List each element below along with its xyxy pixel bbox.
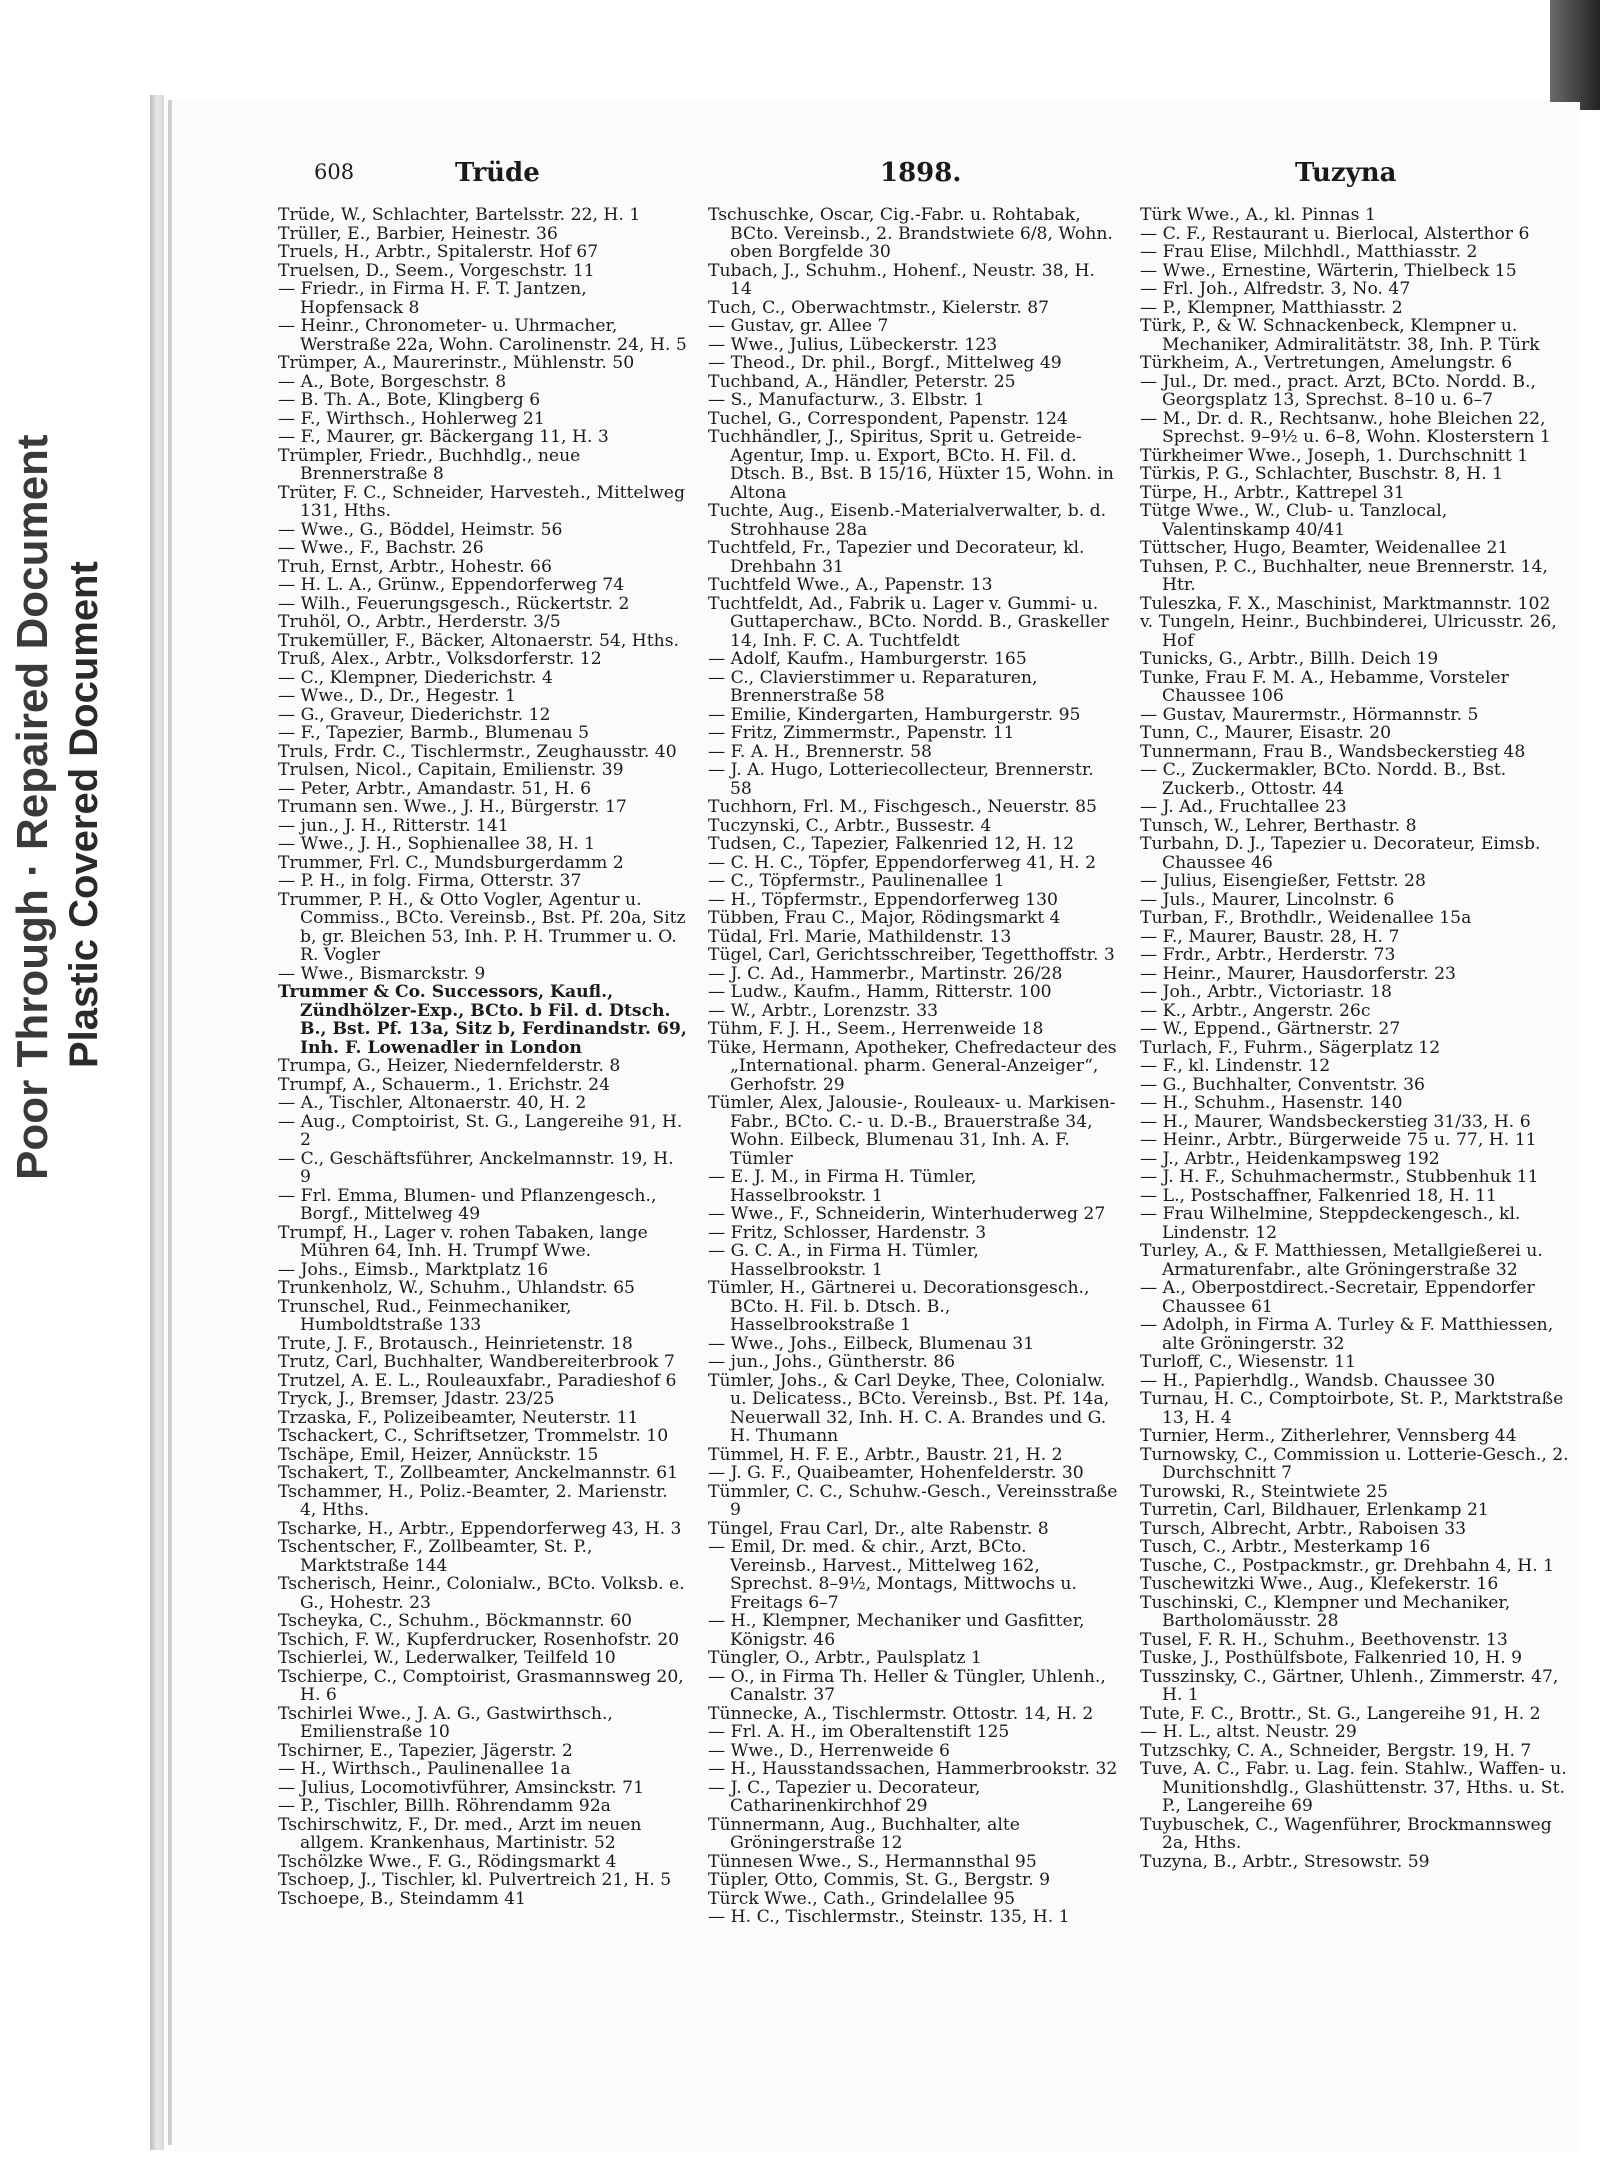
directory-entry: — S., Manufacturw., 3. Elbstr. 1	[708, 390, 985, 410]
directory-entry: Tügel, Carl, Gerichtsschreiber, Tegetthoffstr. 3	[708, 945, 1115, 965]
directory-entry: — F., kl. Lindenstr. 12	[1140, 1056, 1331, 1076]
directory-entry: Trumpf, A., Schauerm., 1. Erichstr. 24	[278, 1074, 611, 1095]
directory-entry: — J. C. Ad., Hammerbr., Martinstr. 26/28	[708, 963, 1063, 984]
directory-entry: — F., Maurer, Baustr. 28, H. 7	[1140, 926, 1400, 947]
directory-entry: — W., Arbtr., Lorenzstr. 33	[708, 1000, 939, 1021]
directory-entry: Tuczynski, C., Arbtr., Bussestr. 4	[708, 815, 992, 836]
directory-entry: Trüller, E., Barbier, Heinestr. 36	[278, 223, 558, 244]
directory-entry: — Fritz, Schlosser, Hardenstr. 3	[708, 1222, 987, 1243]
directory-entry: Tuleszka, F. X., Maschinist, Marktmannstr. 102	[1140, 593, 1551, 614]
directory-column-1	[278, 206, 688, 1908]
directory-entry: Trumpa, G., Heizer, Niedernfelderstr. 8	[278, 1056, 621, 1076]
directory-entry: — H., Töpfermstr., Eppendorferweg 130	[708, 889, 1058, 910]
scan-page-edge	[168, 100, 172, 2145]
directory-entry: Tüttscher, Hugo, Beamter, Weidenallee 21	[1140, 538, 1509, 558]
directory-entry: — H., Klempner, Mechaniker und Gasfitter, Königstr. 46	[708, 1611, 1085, 1650]
directory-entry: — H. L. A., Grünw., Eppendorferweg 74	[278, 575, 625, 595]
directory-entry: — Frl. Joh., Alfredstr. 3, No. 47	[1140, 279, 1411, 299]
directory-entry: Tschirlei Wwe., J. A. G., Gastwirthsch., Emilienstraße 10	[278, 1703, 613, 1742]
directory-entry: Türkis, P. G., Schlachter, Buschstr. 8, H. 1	[1140, 464, 1504, 484]
plastic-covered-label: Plastic Covered Document	[62, 561, 106, 1068]
directory-entry: — Wwe., Ernestine, Wärterin, Thielbeck 15	[1140, 260, 1517, 281]
directory-entry: Tübben, Frau C., Major, Rödingsmarkt 4	[708, 908, 1061, 928]
directory-entry: — G., Graveur, Diederichstr. 12	[278, 704, 551, 725]
directory-entry: Truls, Frdr. C., Tischlermstr., Zeughausstr. 40	[278, 741, 677, 762]
directory-entry: Tümmler, C. C., Schuhw.-Gesch., Vereinsstraße 9	[708, 1481, 1118, 1520]
directory-entry: Tunnermann, Frau B., Wandsbeckerstieg 48	[1140, 741, 1526, 762]
directory-entry: Tusszinsky, C., Gärtner, Uhlenh., Zimmerstr. 47, H. 1	[1140, 1666, 1559, 1705]
directory-entry: — C. F., Restaurant u. Bierlocal, Alsterthor 6	[1140, 223, 1530, 244]
directory-entry: Tscherisch, Heinr., Colonialw., BCto. Volksb. e. G., Hohestr. 23	[278, 1574, 685, 1613]
directory-entry: — Wwe., D., Dr., Hegestr. 1	[278, 686, 516, 706]
directory-entry: — H. C., Tischlermstr., Steinstr. 135, H. 1	[708, 1907, 1070, 1927]
directory-entry: — P., Tischler, Billh. Röhrendamm 92a	[278, 1796, 611, 1816]
directory-entry: Tuchhändler, J., Spiritus, Sprit u. Getreide-Agentur, Imp. u. Export, BCto. H. Fil. d. Dtsch. B., Bst. B 15/16, Hüxter 15, Wohn. in Altona	[708, 427, 1114, 503]
directory-entry: — A., Bote, Borgeschstr. 8	[278, 371, 507, 392]
directory-entry: Trummer, Frl. C., Mundsburgerdamm 2	[278, 852, 624, 873]
directory-entry: — Adolf, Kaufm., Hamburgerstr. 165	[708, 649, 1027, 669]
directory-entry: — Friedr., in Firma H. F. T. Jantzen, Hopfensack 8	[278, 279, 587, 318]
directory-entry: Trzaska, F., Polizeibeamter, Neuterstr. 11	[278, 1407, 639, 1428]
directory-entry: v. Tungeln, Heinr., Buchbinderei, Ulricusstr. 26, Hof	[1140, 612, 1557, 651]
directory-entry: — Frl. A. H., im Oberaltenstift 125	[708, 1722, 1010, 1742]
directory-entry: — J. G. F., Quaibeamter, Hohenfelderstr. 30	[708, 1463, 1084, 1483]
directory-entry: Tscharke, H., Arbtr., Eppendorferweg 43, H. 3	[278, 1518, 682, 1539]
directory-entry: Tuske, J., Posthülfsbote, Falkenried 10, H. 9	[1140, 1648, 1523, 1668]
directory-entry: — Wwe., Johs., Eilbeck, Blumenau 31	[708, 1333, 1035, 1354]
directory-entry: — P. H., in folg. Firma, Otterstr. 37	[278, 871, 582, 891]
directory-entry: Tschäpe, Emil, Heizer, Annückstr. 15	[278, 1444, 599, 1465]
directory-entry: Tümler, Alex, Jalousie-, Rouleaux- u. Markisen-Fabr., BCto. C.- u. D.-B., Brauerstraße 34, Wohn. Eilbeck, Blumenau 31, Inh. A. F. Tümler	[708, 1093, 1116, 1169]
directory-entry: — B. Th. A., Bote, Klingberg 6	[278, 390, 541, 410]
directory-entry: Tümler, Johs., & Carl Deyke, Thee, Colonialw. u. Delicatess., BCto. Vereinsb., Bst. Pf. 14a, Neuerwall 32, Inh. H. C. A. Brandes und G. H. Thumann	[708, 1370, 1110, 1446]
directory-entry: Turowski, R., Steintwiete 25	[1140, 1481, 1388, 1502]
directory-entry: Turban, F., Brothdlr., Weidenallee 15a	[1140, 908, 1472, 928]
directory-entry: Trummer & Co. Successors, Kaufl., Zündhölzer-Exp., BCto. b Fil. d. Dtsch. B., Bst. Pf. 13a, Sitz b, Ferdinandstr. 69, Inh. F. Lowenadler in London	[278, 982, 687, 1058]
directory-entry: Tüke, Hermann, Apotheker, Chefredacteur des „International. pharm. General-Anzeiger“, Gerhofstr. 29	[708, 1037, 1117, 1095]
directory-entry: — L., Postschaffner, Falkenried 18, H. 11	[1140, 1185, 1497, 1206]
directory-entry: Tschentscher, F., Zollbeamter, St. P., Marktstraße 144	[278, 1537, 593, 1576]
header-year: 1898.	[880, 158, 962, 188]
directory-entry: Tuchtfeldt, Ad., Fabrik u. Lager v. Gummi- u. Guttaperchaw., BCto. Nordd. B., Graskeller 14, Inh. F. C. A. Tuchtfeldt	[708, 593, 1109, 651]
directory-entry: Truß, Alex., Arbtr., Volksdorferstr. 12	[278, 649, 602, 669]
directory-entry: — Fritz, Zimmermstr., Papenstr. 11	[708, 723, 1015, 743]
scan-corner-shadow	[1550, 0, 1600, 110]
directory-entry: — F., Maurer, gr. Bäckergang 11, H. 3	[278, 427, 609, 447]
directory-entry: — Heinr., Arbtr., Bürgerweide 75 u. 77, H. 11	[1140, 1130, 1537, 1150]
directory-entry: — W., Eppend., Gärtnerstr. 27	[1140, 1019, 1401, 1039]
directory-entry: — Gustav, gr. Allee 7	[708, 316, 889, 336]
directory-entry: — Frau Wilhelmine, Steppdeckengesch., kl. Lindenstr. 12	[1140, 1204, 1521, 1243]
directory-entry: Trümper, A., Maurerinstr., Mühlenstr. 50	[278, 353, 635, 373]
directory-entry: Turbahn, D. J., Tapezier u. Decorateur, Eimsb. Chaussee 46	[1140, 834, 1541, 873]
directory-entry: Turloff, C., Wiesenstr. 11	[1140, 1352, 1356, 1372]
directory-entry: Tuchte, Aug., Eisenb.-Materialverwalter, b. d. Strohhause 28a	[708, 501, 1107, 540]
directory-entry: Trutzel, A. E. L., Rouleauxfabr., Paradieshof 6	[278, 1370, 677, 1391]
directory-entry: Turnau, H. C., Comptoirbote, St. P., Marktstraße 13, H. 4	[1140, 1389, 1564, 1428]
directory-entry: Tscheyka, C., Schuhm., Böckmannstr. 60	[278, 1611, 632, 1631]
directory-entry: — Aug., Comptoirist, St. G., Langereihe 91, H. 2	[278, 1111, 683, 1150]
directory-entry: Tudsen, C., Tapezier, Falkenried 12, H. 12	[708, 834, 1075, 854]
directory-entry: — Theod., Dr. phil., Borgf., Mittelweg 49	[708, 353, 1062, 373]
directory-entry: — J. C., Tapezier u. Decorateur, Catharinenkirchhof 29	[708, 1777, 981, 1816]
directory-entry: Tutzschky, C. A., Schneider, Bergstr. 19, H. 7	[1140, 1740, 1532, 1761]
directory-entry: — Ludw., Kaufm., Hamm, Ritterstr. 100	[708, 982, 1052, 1002]
directory-entry: — Wwe., G., Böddel, Heimstr. 56	[278, 519, 563, 540]
directory-entry: — J. Ad., Fruchtallee 23	[1140, 797, 1347, 817]
directory-entry: Tütge Wwe., W., Club- u. Tanzlocal, Valentinskamp 40/41	[1140, 501, 1448, 540]
directory-entry: — Johs., Eimsb., Marktplatz 16	[278, 1259, 549, 1280]
directory-entry: — F., Tapezier, Barmb., Blumenau 5	[278, 723, 590, 743]
directory-column-3	[1140, 206, 1580, 1871]
directory-entry: Tschackert, C., Schriftsetzer, Trommelstr. 10	[278, 1426, 669, 1446]
directory-entry: — C., Clavierstimmer u. Reparaturen, Brennerstraße 58	[708, 667, 1038, 706]
directory-entry: — Wwe., F., Bachstr. 26	[278, 538, 484, 558]
directory-entry: Tuschinski, C., Klempner und Mechaniker, Bartholomäusstr. 28	[1140, 1592, 1511, 1631]
scan-binding-edge	[150, 95, 164, 2150]
directory-entry: Tuchtfeld Wwe., A., Papenstr. 13	[708, 575, 993, 595]
running-header	[0, 160, 1600, 200]
directory-entry: — Peter, Arbtr., Amandastr. 51, H. 6	[278, 778, 592, 799]
directory-entry: — Heinr., Chronometer- u. Uhrmacher, Werstraße 22a, Wohn. Carolinenstr. 24, H. 5	[278, 316, 687, 355]
directory-entry: Tschuschke, Oscar, Cig.-Fabr. u. Rohtabak, BCto. Vereinsb., 2. Brandstwiete 6/8, Wohn. oben Borgfelde 30	[708, 205, 1113, 262]
directory-entry: Turnowsky, C., Commission u. Lotterie-Gesch., 2. Durchschnitt 7	[1140, 1444, 1569, 1483]
directory-entry: Tuchtfeld, Fr., Tapezier und Decorateur, kl. Drehbahn 31	[708, 538, 1085, 577]
directory-entry: Trukemüller, F., Bäcker, Altonaerstr. 54, Hths.	[278, 630, 679, 651]
directory-entry: — J. A. Hugo, Lotteriecollecteur, Brennerstr. 58	[708, 760, 1094, 799]
directory-entry: — Wwe., F., Schneiderin, Winterhuderweg 27	[708, 1204, 1106, 1224]
directory-entry: Turnier, Herm., Zitherlehrer, Vennsberg 44	[1140, 1426, 1517, 1446]
directory-entry: Tüngel, Frau Carl, Dr., alte Rabenstr. 8	[708, 1518, 1049, 1539]
directory-entry: Türkheim, A., Vertretungen, Amelungstr. 6	[1140, 353, 1513, 373]
directory-entry: — C., Klempner, Diederichstr. 4	[278, 667, 553, 688]
directory-entry: Tüdal, Frl. Marie, Mathildenstr. 13	[708, 926, 1012, 947]
directory-entry: — F., Wirthsch., Hohlerweg 21	[278, 408, 545, 429]
directory-entry: Turretin, Carl, Bildhauer, Erlenkamp 21	[1140, 1500, 1489, 1520]
directory-entry: Truelsen, D., Seem., Vorgeschstr. 11	[278, 260, 595, 281]
directory-entry: Truh, Ernst, Arbtr., Hohestr. 66	[278, 556, 552, 577]
directory-entry: Tschoepe, B., Steindamm 41	[278, 1888, 526, 1909]
directory-entry: Tschoep, J., Tischler, kl. Pulvertreich 21, H. 5	[278, 1870, 672, 1890]
directory-entry: — F. A. H., Brennerstr. 58	[708, 741, 932, 762]
directory-entry: — jun., J. H., Ritterstr. 141	[278, 815, 509, 836]
directory-entry: — Julius, Locomotivführer, Amsinckstr. 71	[278, 1777, 645, 1798]
directory-entry: Trumpf, H., Lager v. rohen Tabaken, lange Mühren 64, Inh. H. Trumpf Wwe.	[278, 1222, 648, 1261]
directory-entry: Tusch, C., Arbtr., Mesterkamp 16	[1140, 1537, 1431, 1557]
directory-entry: Tryck, J., Bremser, Jdastr. 23/25	[278, 1389, 555, 1409]
directory-entry: Tursch, Albrecht, Arbtr., Raboisen 33	[1140, 1518, 1467, 1539]
directory-entry: — J. H. F., Schuhmachermstr., Stubbenhuk 11	[1140, 1167, 1539, 1187]
directory-entry: Trumann sen. Wwe., J. H., Bürgerstr. 17	[278, 797, 627, 817]
directory-entry: Tschich, F. W., Kupferdrucker, Rosenhofstr. 20	[278, 1629, 680, 1650]
directory-entry: Tümmel, H. F. E., Arbtr., Baustr. 21, H. 2	[708, 1444, 1063, 1465]
directory-entry: — Julius, Eisengießer, Fettstr. 28	[1140, 871, 1426, 891]
directory-entry: — J., Arbtr., Heidenkampsweg 192	[1140, 1148, 1440, 1169]
directory-entry: — Gustav, Maurermstr., Hörmannstr. 5	[1140, 704, 1479, 725]
directory-entry: Tschölzke Wwe., F. G., Rödingsmarkt 4	[278, 1851, 617, 1872]
directory-entry: — P., Klempner, Matthiasstr. 2	[1140, 297, 1403, 318]
directory-entry: — Wwe., Julius, Lübeckerstr. 123	[708, 334, 998, 355]
directory-entry: Trunkenholz, W., Schuhm., Uhlandstr. 65	[278, 1278, 635, 1298]
directory-entry: Tuch, C., Oberwachtmstr., Kielerstr. 87	[708, 297, 1050, 318]
directory-entry: — G., Buchhalter, Conventstr. 36	[1140, 1074, 1425, 1095]
directory-entry: — Emilie, Kindergarten, Hamburgerstr. 95	[708, 704, 1081, 725]
header-right-word: Tuzyna	[1295, 158, 1397, 188]
directory-entry: — K., Arbtr., Angerstr. 26c	[1140, 1000, 1371, 1021]
directory-entry: Tunicks, G., Arbtr., Billh. Deich 19	[1140, 649, 1439, 669]
directory-entry: — Frl. Emma, Blumen- und Pflanzengesch., Borgf., Mittelweg 49	[278, 1185, 657, 1224]
directory-column-2	[708, 206, 1118, 1927]
directory-entry: — Adolph, in Firma A. Turley & F. Matthiessen, alte Gröningerstr. 32	[1140, 1315, 1554, 1354]
directory-entry: Türkheimer Wwe., Joseph, 1. Durchschnitt 1	[1140, 445, 1529, 466]
directory-entry: Tühm, F. J. H., Seem., Herrenweide 18	[708, 1019, 1044, 1039]
directory-entry: Tschierlei, W., Lederwalker, Teilfeld 10	[278, 1648, 616, 1668]
directory-entry: Tschirner, E., Tapezier, Jägerstr. 2	[278, 1740, 573, 1761]
page-number: 608	[314, 160, 355, 184]
directory-entry: Türpe, H., Arbtr., Kattrepel 31	[1140, 482, 1405, 503]
directory-entry: — Juls., Maurer, Lincolnstr. 6	[1140, 889, 1395, 910]
directory-entry: Tuchhorn, Frl. M., Fischgesch., Neuerstr. 85	[708, 797, 1097, 817]
directory-entry: — Emil, Dr. med. & chir., Arzt, BCto. Vereinsb., Harvest., Mittelweg 162, Sprechst. 8–9½, Montags, Mittwochs u. Freitags 6–7	[708, 1537, 1077, 1613]
header-left-word: Trüde	[455, 158, 540, 188]
directory-entry: Tuhsen, P. C., Buchhalter, neue Brennerstr. 14, Htr.	[1140, 556, 1548, 595]
directory-entry: Tuchband, A., Händler, Peterstr. 25	[708, 371, 1016, 392]
directory-entry: Truels, H., Arbtr., Spitalerstr. Hof 67	[278, 242, 599, 262]
directory-entry: Tunsch, W., Lehrer, Berthastr. 8	[1140, 815, 1417, 836]
directory-entry: Trümpler, Friedr., Buchhdlg., neue Brennerstraße 8	[278, 445, 581, 484]
directory-entry: Tuchel, G., Correspondent, Papenstr. 124	[708, 408, 1068, 429]
directory-entry: Türck Wwe., Cath., Grindelallee 95	[708, 1888, 1016, 1909]
directory-entry: — C., Töpfermstr., Paulinenallee 1	[708, 871, 1005, 891]
directory-entry: — H., Papierhdlg., Wandsb. Chaussee 30	[1140, 1370, 1496, 1391]
directory-entry: — Wilh., Feuerungsgesch., Rückertstr. 2	[278, 593, 630, 614]
directory-entry: Tuve, A. C., Fabr. u. Lag. fein. Stahlw., Waffen- u. Munitionshdlg., Glashüttenstr. 37, Hths. u. St. P., Langereihe 69	[1140, 1759, 1567, 1816]
directory-entry: Tubach, J., Schuhm., Hohenf., Neustr. 38, H. 14	[708, 260, 1095, 299]
directory-entry: Türk, P., & W. Schnackenbeck, Klempner u. Mechaniker, Admiralitätstr. 38, Inh. P. Türk	[1140, 316, 1540, 355]
directory-entry: Trummer, P. H., & Otto Vogler, Agentur u. Commiss., BCto. Vereinsb., Bst. Pf. 20a, Sitz b, gr. Bleichen 53, Inh. P. H. Trummer u. O. R. Vogler	[278, 889, 686, 965]
directory-entry: — C., Geschäftsführer, Anckelmannstr. 19, H. 9	[278, 1148, 674, 1187]
directory-entry: Tschierpe, C., Comptoirist, Grasmannsweg 20, H. 6	[278, 1666, 684, 1705]
directory-entry: — M., Dr. d. R., Rechtsanw., hohe Bleichen 22, Sprechst. 9–9½ u. 6–8, Wohn. Klosterstern 1	[1140, 408, 1551, 447]
directory-entry: Trute, J. F., Brotausch., Heinrietenstr. 18	[278, 1333, 633, 1354]
directory-entry: Tüngler, O., Arbtr., Paulsplatz 1	[708, 1648, 982, 1668]
directory-entry: — Wwe., D., Herrenweide 6	[708, 1740, 950, 1761]
directory-entry: — H., Schuhm., Hasenstr. 140	[1140, 1093, 1403, 1113]
directory-entry: — H., Wirthsch., Paulinenallee 1a	[278, 1759, 571, 1779]
directory-entry: Tschammer, H., Poliz.-Beamter, 2. Marienstr. 4, Hths.	[278, 1481, 668, 1520]
directory-entry: Tünnesen Wwe., S., Hermannsthal 95	[708, 1851, 1037, 1872]
directory-entry: — C. H. C., Töpfer, Eppendorferweg 41, H. 2	[708, 852, 1097, 873]
directory-entry: — C., Zuckermakler, BCto. Nordd. B., Bst. Zuckerb., Ottostr. 44	[1140, 760, 1507, 799]
directory-entry: — Frau Elise, Milchhdl., Matthiasstr. 2	[1140, 242, 1478, 262]
directory-entry: Tünnecke, A., Tischlermstr. Ottostr. 14, H. 2	[708, 1703, 1094, 1724]
directory-entry: Trunschel, Rud., Feinmechaniker, Humboldtstraße 133	[278, 1296, 572, 1335]
directory-entry: — Wwe., J. H., Sophienallee 38, H. 1	[278, 834, 596, 854]
directory-entry: Tute, F. C., Brottr., St. G., Langereihe 91, H. 2	[1140, 1703, 1541, 1724]
directory-entry: Tusel, F. R. H., Schuhm., Beethovenstr. 13	[1140, 1629, 1508, 1650]
directory-entry: Tuschewitzki Wwe., Aug., Klefekerstr. 16	[1140, 1574, 1499, 1594]
directory-entry: Tschirschwitz, F., Dr. med., Arzt im neuen allgem. Krankenhaus, Martinistr. 52	[278, 1814, 642, 1853]
directory-entry: — Joh., Arbtr., Victoriastr. 18	[1140, 982, 1392, 1002]
directory-entry: Turley, A., & F. Matthiessen, Metallgießerei u. Armaturenfabr., alte Gröningerstraße 32	[1140, 1241, 1543, 1280]
directory-entry: Tschakert, T., Zollbeamter, Anckelmannstr. 61	[278, 1463, 678, 1483]
directory-entry: — H., Hausstandssachen, Hammerbrookstr. 32	[708, 1759, 1118, 1779]
directory-entry: Trulsen, Nicol., Capitain, Emilienstr. 39	[278, 760, 624, 780]
directory-entry: — A., Oberpostdirect.-Secretair, Eppendorfer Chaussee 61	[1140, 1278, 1535, 1317]
directory-entry: — E. J. M., in Firma H. Tümler, Hasselbrookstr. 1	[708, 1167, 977, 1206]
directory-entry: — A., Tischler, Altonaerstr. 40, H. 2	[278, 1093, 587, 1113]
directory-entry: — H. L., altst. Neustr. 29	[1140, 1722, 1357, 1742]
directory-entry: — Heinr., Maurer, Hausdorferstr. 23	[1140, 963, 1456, 984]
directory-entry: — Frdr., Arbtr., Herderstr. 73	[1140, 945, 1396, 965]
directory-entry: — Jul., Dr. med., pract. Arzt, BCto. Nordd. B., Georgsplatz 13, Sprechst. 8–10 u. 6–7	[1140, 371, 1536, 410]
repaired-document-label: Poor Through · Repaired Document	[8, 434, 57, 1180]
directory-entry: Trüter, F. C., Schneider, Harvesteh., Mittelweg 131, Hths.	[278, 482, 685, 521]
directory-entry: Tuybuschek, C., Wagenführer, Brockmannsweg 2a, Hths.	[1140, 1814, 1552, 1853]
directory-entry: Truhöl, O., Arbtr., Herderstr. 3/5	[278, 612, 561, 632]
directory-entry: Tuzyna, B., Arbtr., Stresowstr. 59	[1140, 1851, 1430, 1872]
directory-entry: Turlach, F., Fuhrm., Sägerplatz 12	[1140, 1037, 1441, 1058]
directory-entry: Tümler, H., Gärtnerei u. Decorationsgesch., BCto. H. Fil. b. Dtsch. B., Hasselbrookstraße 1	[708, 1278, 1090, 1335]
directory-entry: Tunke, Frau F. M. A., Hebamme, Vorsteler Chaussee 106	[1140, 667, 1509, 706]
directory-entry: — O., in Firma Th. Heller & Tüngler, Uhlenh., Canalstr. 37	[708, 1666, 1106, 1705]
directory-entry: Trüde, W., Schlachter, Bartelsstr. 22, H. 1	[278, 205, 641, 225]
directory-entry: Tunn, C., Maurer, Eisastr. 20	[1140, 723, 1392, 743]
directory-entry: Tünnermann, Aug., Buchhalter, alte Gröningerstraße 12	[708, 1814, 1020, 1853]
directory-entry: Türk Wwe., A., kl. Pinnas 1	[1140, 205, 1376, 225]
directory-entry: Trutz, Carl, Buchhalter, Wandbereiterbrook 7	[278, 1352, 675, 1372]
directory-entry: — jun., Johs., Güntherstr. 86	[708, 1352, 956, 1372]
directory-entry: Tusche, C., Postpackmstr., gr. Drehbahn 4, H. 1	[1140, 1555, 1555, 1576]
directory-entry: — Wwe., Bismarckstr. 9	[278, 963, 486, 984]
directory-entry: Tüpler, Otto, Commis, St. G., Bergstr. 9	[708, 1870, 1051, 1890]
directory-entry: — H., Maurer, Wandsbeckerstieg 31/33, H. 6	[1140, 1111, 1531, 1132]
directory-entry: — G. C. A., in Firma H. Tümler, Hasselbrookstr. 1	[708, 1241, 979, 1280]
